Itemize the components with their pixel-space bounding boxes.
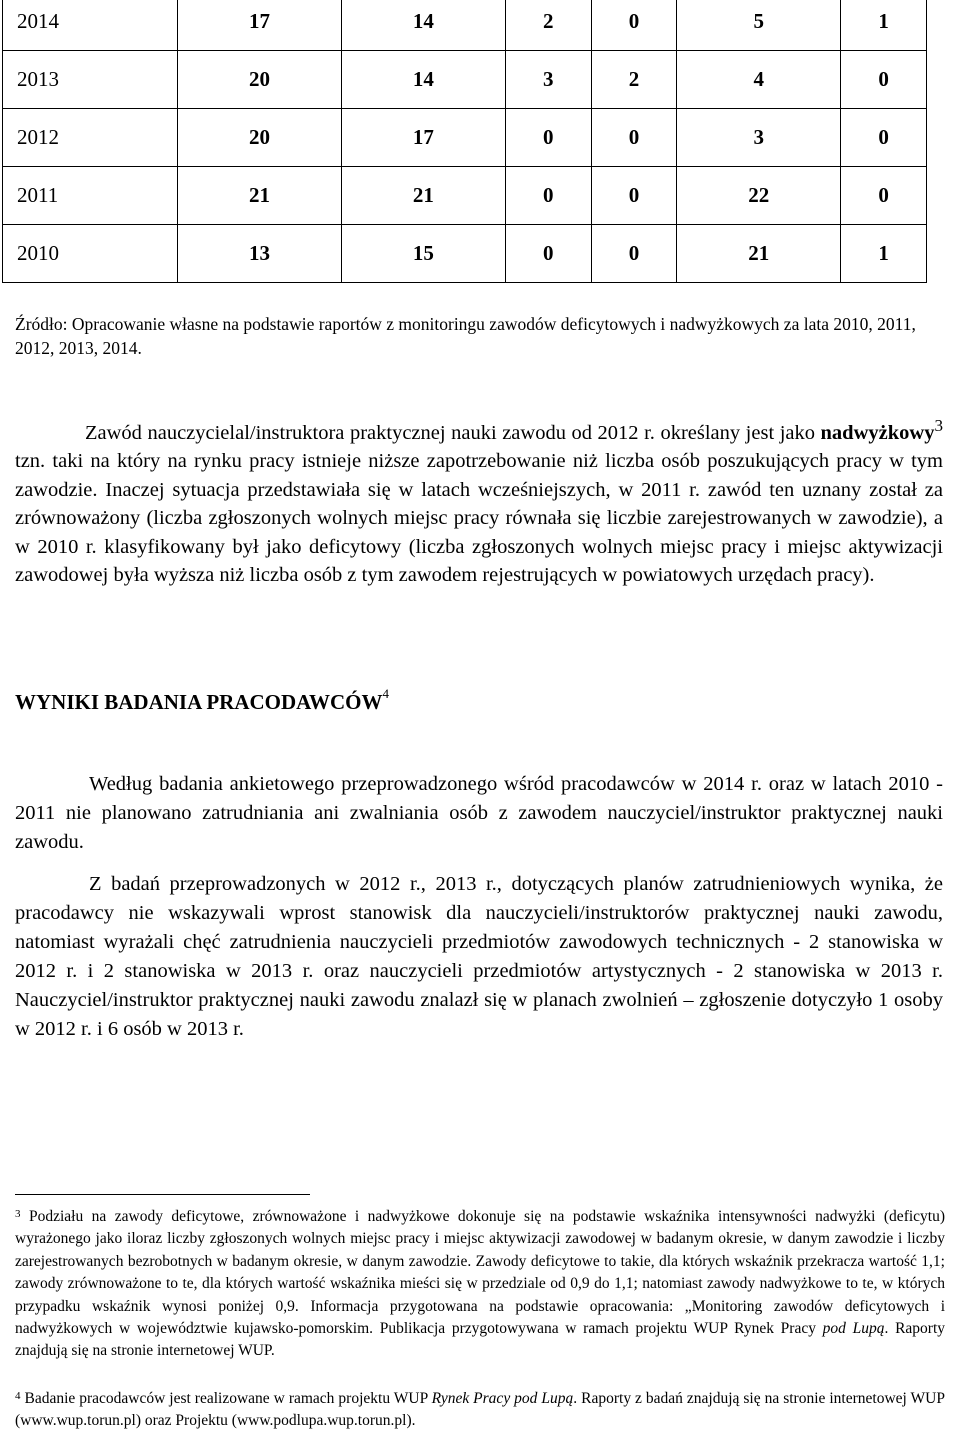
value-cell: 0 xyxy=(591,225,677,283)
footnote-3 xyxy=(15,1206,945,1363)
paragraph-occupation-status xyxy=(15,412,943,590)
table-row xyxy=(3,225,927,283)
value-cell: 1 xyxy=(841,0,927,51)
value-cell: 0 xyxy=(591,167,677,225)
footnote-3-number: 3 xyxy=(15,1208,21,1220)
footnote-4-text-b: . Raporty z badań znajdują się na stronie internetowej WUP (www.wup.torun.pl) oraz Projektu (www.podlupa.wup.torun.pl). xyxy=(15,1390,945,1430)
value-cell: 17 xyxy=(178,0,342,51)
footnote-4-italic: Rynek Pracy pod Lupą xyxy=(431,1390,574,1407)
footnote-4-text-a: Badanie pracodawców jest realizowane w ramach projektu WUP xyxy=(24,1390,432,1407)
value-cell: 17 xyxy=(341,109,505,167)
footnote-4-number: 4 xyxy=(15,1390,21,1402)
value-cell: 0 xyxy=(841,109,927,167)
value-cell: 21 xyxy=(341,167,505,225)
footnote-3-text: Podziału na zawody deficytowe, zrównoważone i nadwyżkowe dokonuje się na podstawie wskaźnika intensywności nadwyżki (deficytu) wyrażonego jako iloraz liczby zgłoszonych wolnych miejsc pracy i miejsc aktywizacji zawodowej w badanym okresie, w danym zawodzie i liczby zarejestrowanych bezrobotnych w badanym okresie, w danym zawodzie. Zawody deficytowe to takie, dla których wskaźnik przekracza wartość 1,1; zawody zrównoważone to te, dla których wartość wskaźnika mieści się w przedziale od 0,9 do 1,1; natomiast zawody nadwyżkowe to te, w których przypadku wskaźnik wynosi poniżej 0,9. Informacja przygotowana na podstawie opracowania: „Monitoring zawodów deficytowych i nadwyżkowych w województwie kujawsko-pomorskim. Publikacja przygotowywana w ramach projektu WUP Rynek Pracy xyxy=(15,1208,946,1338)
footnote-3-end: . Raporty znajdują się na stronie internetowej WUP. xyxy=(15,1320,946,1360)
year-cell: 2012 xyxy=(3,109,178,167)
paragraph-survey-2012-2013-text: Z badań przeprowadzonych w 2012 r., 2013 r., dotyczących planów zatrudnieniowych wynika, że pracodawcy nie wskazywali wprost stanowisk dla nauczycieli/instruktorów praktycznej nauki zawodu, natomiast wyrażali chęć zatrudnienia nauczycieli przedmiotów zawodowych technicznych - 2 stanowiska w 2012 r. i 2 stanowiska w 2013 r. oraz nauczycieli przedmiotów artystycznych - 2 stanowiska w 2013 r. Nauczyciel/instruktor praktycznej nauki zawodu znalazł się w planach zwolnień – zgłoszenie dotyczyło 1 osoby w 2012 r. i 6 osób w 2013 r. xyxy=(15,873,943,1040)
value-cell: 3 xyxy=(505,51,591,109)
table-row xyxy=(3,109,927,167)
value-cell: 2 xyxy=(505,0,591,51)
value-cell: 4 xyxy=(677,51,841,109)
heading-text: WYNIKI BADANIA PRACODAWCÓW xyxy=(15,690,383,714)
value-cell: 0 xyxy=(591,109,677,167)
footnote-3-italic: pod Lupą xyxy=(822,1320,885,1338)
value-cell: 14 xyxy=(341,0,505,51)
value-cell: 2 xyxy=(591,51,677,109)
value-cell: 0 xyxy=(505,225,591,283)
value-cell: 13 xyxy=(178,225,342,283)
paragraph-survey-2012-2013 xyxy=(15,870,943,1044)
value-cell: 0 xyxy=(591,0,677,51)
value-cell: 20 xyxy=(178,109,342,167)
value-cell: 15 xyxy=(341,225,505,283)
table-row xyxy=(3,0,927,51)
year-cell: 2010 xyxy=(3,225,178,283)
value-cell: 1 xyxy=(841,225,927,283)
value-cell: 20 xyxy=(178,51,342,109)
year-cell: 2014 xyxy=(3,0,178,51)
paragraph-survey-2014 xyxy=(15,770,943,857)
value-cell: 3 xyxy=(677,109,841,167)
year-cell: 2013 xyxy=(3,51,178,109)
footnote-ref-4: 4 xyxy=(382,686,390,701)
footnote-ref-3: 3 xyxy=(934,416,943,435)
table-row xyxy=(3,167,927,225)
value-cell: 21 xyxy=(677,225,841,283)
paragraph-text-a: Zawód nauczycielal/instruktora praktycznej nauki zawodu od 2012 r. określany jest jako xyxy=(85,421,821,444)
value-cell: 0 xyxy=(505,109,591,167)
value-cell: 22 xyxy=(677,167,841,225)
surplus-term: nadwyżkowy xyxy=(820,421,935,444)
value-cell: 0 xyxy=(505,167,591,225)
value-cell: 0 xyxy=(841,51,927,109)
section-heading xyxy=(15,686,390,715)
data-table xyxy=(2,0,927,283)
year-cell: 2011 xyxy=(3,167,178,225)
value-cell: 14 xyxy=(341,51,505,109)
value-cell: 5 xyxy=(677,0,841,51)
footnote-4 xyxy=(15,1388,945,1433)
value-cell: 0 xyxy=(841,167,927,225)
footnote-separator xyxy=(15,1194,310,1195)
source-note: Źródło: Opracowanie własne na podstawie raportów z monitoringu zawodów deficytowych i nadwyżkowych za lata 2010, 2011, 2012, 2013, 2014. xyxy=(15,314,916,358)
value-cell: 21 xyxy=(178,167,342,225)
paragraph-survey-2014-text: Według badania ankietowego przeprowadzonego wśród pracodawców w 2014 r. oraz w latach 2010 - 2011 nie planowano zatrudniania ani zwalniania osób z zawodem nauczyciel/instruktor praktycznej nauki zawodu. xyxy=(15,773,943,853)
table-row xyxy=(3,51,927,109)
data-table-body xyxy=(3,0,927,283)
paragraph-text-b: tzn. taki na który na rynku pracy istnieje niższe zapotrzebowanie niż liczba osób poszukujących pracy w tym zawodzie. Inaczej sytuacja przedstawiała się w latach wcześniejszych, w 2011 r. zawód ten uznany został za zrównoważony (liczba zgłoszonych wolnych miejsc pracy równała się liczbie zarejestrowanych w zawodzie), a w 2010 r. klasyfikowany był jako deficytowy (liczba zgłoszonych wolnych miejsc pracy i miejsc aktywizacji zawodowej była wyższa niż liczba osób z tym zawodem rejestrujących w powiatowych urzędach pracy). xyxy=(15,450,943,587)
